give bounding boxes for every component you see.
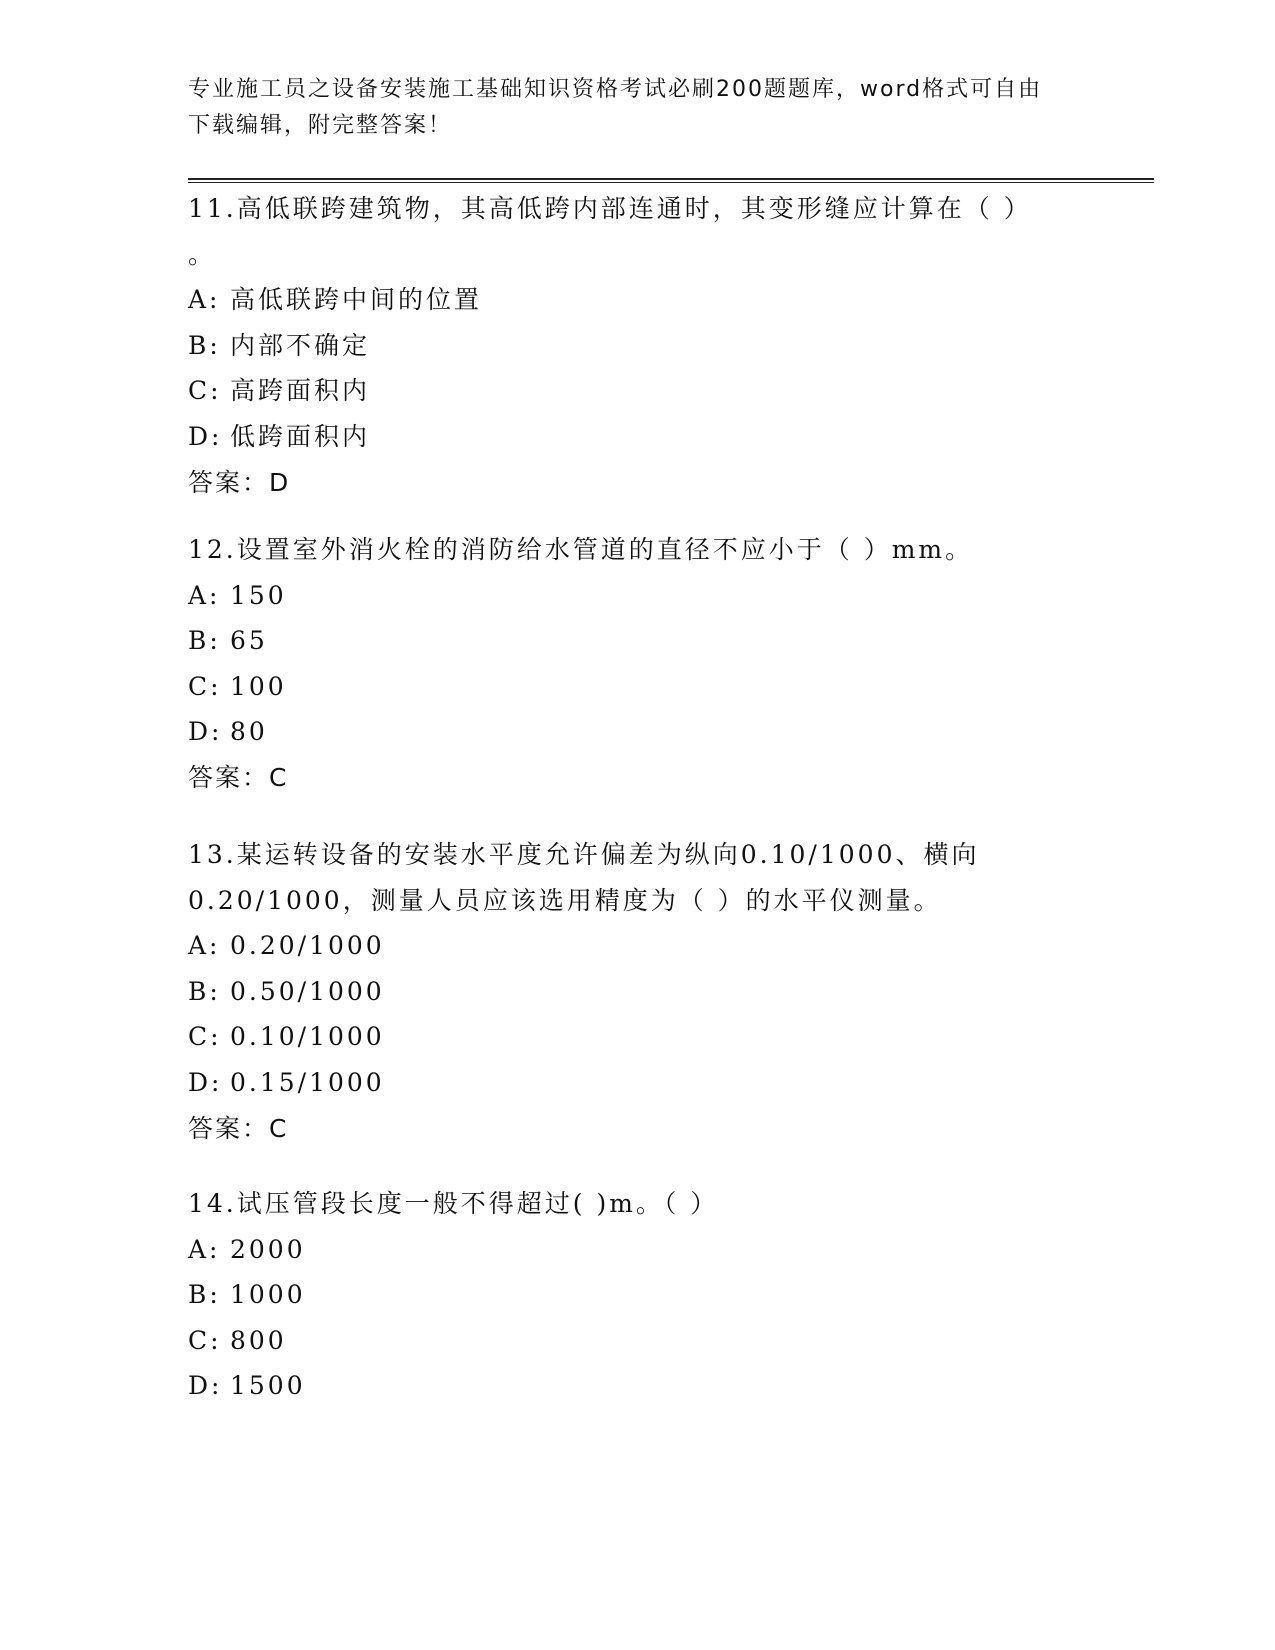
option-letter: A: bbox=[188, 931, 221, 961]
option-letter: A: bbox=[188, 1234, 221, 1264]
option-letter: C: bbox=[188, 1325, 222, 1355]
option-text: 0.20/1000 bbox=[230, 931, 385, 961]
answer-line: 答案：D bbox=[188, 467, 291, 497]
option-text: 高低联跨中间的位置 bbox=[230, 285, 483, 315]
option-text: 0.10/1000 bbox=[230, 1022, 385, 1052]
option-text: 65 bbox=[230, 626, 268, 656]
option-letter: B: bbox=[188, 1280, 221, 1310]
option-letter: D: bbox=[188, 1067, 223, 1097]
question-stem-line: 0.20/1000，测量人员应该选用精度为（ ）的水平仪测量。 bbox=[188, 885, 942, 915]
option-letter: D: bbox=[188, 1371, 223, 1401]
option-text: 高跨面积内 bbox=[230, 376, 371, 406]
question-stem-line: 14.试压管段长度一般不得超过( )m。（ ） bbox=[188, 1189, 719, 1218]
option-b bbox=[188, 618, 1148, 664]
option-text: 低跨面积内 bbox=[230, 421, 371, 451]
answer-line: 答案：C bbox=[188, 1113, 289, 1143]
question-stem-line: 。 bbox=[188, 239, 217, 269]
option-text: 内部不确定 bbox=[230, 330, 371, 360]
option-d bbox=[188, 414, 1148, 460]
option-letter: C: bbox=[188, 376, 222, 406]
option-letter: A: bbox=[188, 285, 221, 315]
option-letter: D: bbox=[188, 421, 223, 451]
option-d bbox=[188, 709, 1148, 755]
option-text: 80 bbox=[230, 717, 268, 747]
option-a bbox=[188, 923, 1148, 969]
option-letter: C: bbox=[188, 671, 222, 701]
option-c bbox=[188, 1318, 1148, 1364]
option-text: 100 bbox=[230, 671, 287, 701]
answer-line: 答案：C bbox=[188, 762, 289, 792]
option-letter: C: bbox=[188, 1022, 222, 1052]
option-text: 0.15/1000 bbox=[230, 1067, 385, 1097]
option-letter: B: bbox=[188, 330, 221, 360]
question-12 bbox=[188, 527, 1148, 801]
option-letter: B: bbox=[188, 976, 221, 1006]
option-b bbox=[188, 969, 1148, 1015]
option-letter: D: bbox=[188, 717, 223, 747]
option-text: 800 bbox=[230, 1325, 287, 1355]
option-text: 1000 bbox=[230, 1280, 306, 1310]
option-d bbox=[188, 1363, 1148, 1409]
option-a bbox=[188, 1227, 1148, 1273]
question-11 bbox=[188, 186, 1148, 505]
document-header bbox=[188, 72, 1088, 144]
question-stem-line: 13.某运转设备的安装水平度允许偏差为纵向0.10/1000、横向 bbox=[188, 840, 980, 869]
question-13 bbox=[188, 832, 1148, 1151]
option-letter: B: bbox=[188, 626, 221, 656]
option-a bbox=[188, 277, 1148, 323]
option-text: 1500 bbox=[230, 1371, 306, 1401]
option-d bbox=[188, 1060, 1148, 1106]
header-line-1: 专业施工员之设备安装施工基础知识资格考试必刷200题题库，word格式可自由 bbox=[188, 77, 1043, 102]
question-stem-line: 12.设置室外消火栓的消防给水管道的直径不应小于（ ）mm。 bbox=[188, 535, 974, 564]
question-14 bbox=[188, 1181, 1148, 1409]
option-letter: A: bbox=[188, 580, 221, 610]
option-c bbox=[188, 664, 1148, 710]
option-b bbox=[188, 1272, 1148, 1318]
option-text: 0.50/1000 bbox=[230, 976, 385, 1006]
option-c bbox=[188, 368, 1148, 414]
header-line-2: 下载编辑，附完整答案！ bbox=[188, 113, 453, 138]
option-text: 150 bbox=[230, 580, 287, 610]
header-divider bbox=[188, 178, 1154, 183]
option-a bbox=[188, 573, 1148, 619]
option-b bbox=[188, 323, 1148, 369]
option-text: 2000 bbox=[230, 1234, 306, 1264]
option-c bbox=[188, 1014, 1148, 1060]
question-stem-line: 11.高低联跨建筑物，其高低跨内部连通时，其变形缝应计算在（ ） bbox=[188, 194, 1032, 223]
